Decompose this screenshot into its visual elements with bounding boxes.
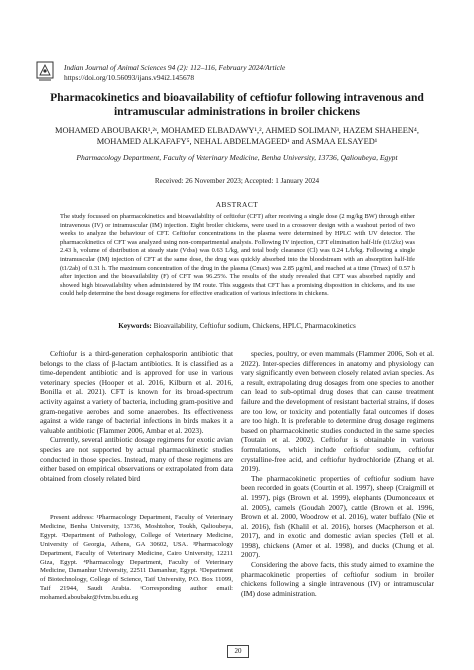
- footnote-addresses: [40, 514, 233, 603]
- doi-link[interactable]: https://doi.org/10.56093/ijans.v94i2.145678: [64, 73, 195, 82]
- journal-logo-icon: [35, 60, 55, 82]
- intro-paragraph-2: Currently, several antibiotic dosage regimens for exotic avian species are not supported by actual pharmacokinetic studies conducted in those species. Instead, many of these regimens are either based on empirical observations or extrapolated from data obtained from closely related bird: [40, 435, 233, 483]
- journal-header: [64, 63, 444, 83]
- right-column: [241, 349, 434, 598]
- page-number: 20: [227, 645, 249, 658]
- journal-citation: Indian Journal of Animal Sciences 94 (2): 112–116, February 2024/Article: [64, 63, 286, 72]
- abstract-heading: ABSTRACT: [215, 200, 259, 209]
- intro-paragraph-3: species, poultry, or even mammals (Flammer 2006, Soh et al. 2022). Inter-species differences in anatomy and physiology can vary significantly even between closely related avian species. As a result, extrapolating drug dosages from one species to another can lead to sub-optimal drug doses that can cause treatment failure and the development of resistant bacterial strains, if doses are too low, or toxicity and potentially fatal outcomes if doses are too high. It is preferable to determine drug dosage regimens based on pharmacokinetic studies conducted in the same species (Toutain et al. 2002). Ceftiofur is obtainable in various formulations, which include ceftiofur sodium, ceftiofur crystalline-free acid, and ceftiofur hydrochloride (Zhang et al. 2019).: [241, 349, 434, 474]
- footnote-text: Present address: ¹Pharmacology Department, Faculty of Veterinary Medicine, Benha University, 13736, Moshtohor, Toukh, Qalioubeya, Egypt. ²Department of Pathology, College of Veterinary Medicine, University of Georgia, Athens, GA 30602, USA. ³Pharmacology Department, Faculty of Veterinary Medicine, Cairo University, 12211 Giza, Egypt. ⁴Pharmacology Department, Faculty of Veterinary Medicine, Damanhur University, 22511 Damanhur, Egypt. ⁵Department of Biotechnology, College of Science, Taif University, P.O. Box 11099, Taif 21944, Saudi Arabia. ˢCorresponding author email: mohamed.aboubakr@fvtm.bu.edu.eg: [40, 514, 233, 602]
- keywords-label: Keywords:: [118, 322, 152, 330]
- intro-paragraph-4: The pharmacokinetic properties of ceftiofur sodium have been recorded in goats (Courtin et al. 1997), sheep (Craigmill et al. 1997), pigs (Brown et al. 1999), elephants (Dumonceaux et al. 2005), camels (Goudah 2007), cattle (Brown et al. 1996, Brown et al. 2000, Woodrow et al. 2016), water buffalo (Nie et al. 2016), fish (Khalil et al. 2016), horses (Macpherson et al. 2017), and in exotic and domestic avian species (Tell et al. 1998), chickens (Amer et al. 1998), and ducks (Chung et al. 2007).: [241, 473, 434, 560]
- abstract-body: The study focussed on pharmacokinetics and bioavailability of ceftiofur (CFT) after receiving a single dose (2 mg/kg BW) through either intravenous (IV) or intramuscular (IM) injection. Eight broiler chickens, were used in a crossover design with a washout period of two weeks to analyze the behaviour of CFT. Ceftiofur concentrations in the plasma were determined by HPLC with UV detector. The pharmacokinetics of CFT was analyzed using non-compartmental analysis. Following IV injection, CFT elimination half-life (t1/2λz) was 2.43 h, volume of distribution at steady state (Vdss) was 0.63 L/kg, and total body clearance (Cl) was 0.24 L/h/kg. Following a single intramuscular (IM) injection of CFT at the same dose, the drug was quickly absorbed into the bloodstream with an absorption half-life (t1/2ab) of 0.31 h. The maximum concentration of the drug in the plasma (Cmax) was 2.85 µg/ml, and reached at a time (Tmax) of 0.57 h after injection and the bioavailability (F) of CFT was 96.25%. The results of the study revealed that CFT was absorbed rapidly and showed high bioavailability when administered by IM route. This suggests that CFT has a promising disposition in chickens, and its use could help determine the best dosage regimens for effective eradication of various infections in chickens.: [60, 213, 415, 298]
- left-column: [40, 349, 233, 483]
- author-list: MOHAMED ABOUBAKR¹,²ˢ, MOHAMED ELBADAWY¹,², AHMED SOLIMAN³, HAZEM SHAHEEN⁴, MOHAMED ALKAFAFY⁵, NEHAL ABDELMAGEED¹ and ASMAA ELSAYED¹: [55, 126, 419, 146]
- article-title: Pharmacokinetics and bioavailability of ceftiofur following intravenous and intramuscular administrations in broiler chickens: [50, 91, 424, 118]
- intro-paragraph-5: Considering the above facts, this study aimed to examine the pharmacokinetic properties of ceftiofur sodium in broiler chickens following a single intravenous (IV) or intramuscular (IM) dose administration.: [241, 560, 434, 598]
- intro-paragraph-1: Ceftiofur is a third-generation cephalosporin antibiotic that belongs to the class of β-lactam antibiotics. It is classified as a time-dependent antibiotic and is approved for use in various veterinary species (Hooper et al. 2016, Kilburn et al. 2016, Bonilla et al. 2021). CFT is known for its broad-spectrum activity against a variety of bacteria, including gram-positive and gram-negative aerobes and some anaerobes. Its effectiveness against a wide range of bacterial infections in birds makes it a valuable antibiotic (Flammer 2006, Ambar et al. 2023).: [40, 349, 233, 435]
- keywords: [40, 322, 434, 330]
- received-accepted-dates: Received: 26 November 2023; Accepted: 1 January 2024: [154, 177, 320, 185]
- affiliation: Pharmacology Department, Faculty of Veterinary Medicine, Benha University, 13736, Qalioubeya, Egypt: [76, 153, 398, 162]
- keywords-text: Bioavailability, Ceftiofur sodium, Chickens, HPLC, Pharmacokinetics: [153, 322, 356, 330]
